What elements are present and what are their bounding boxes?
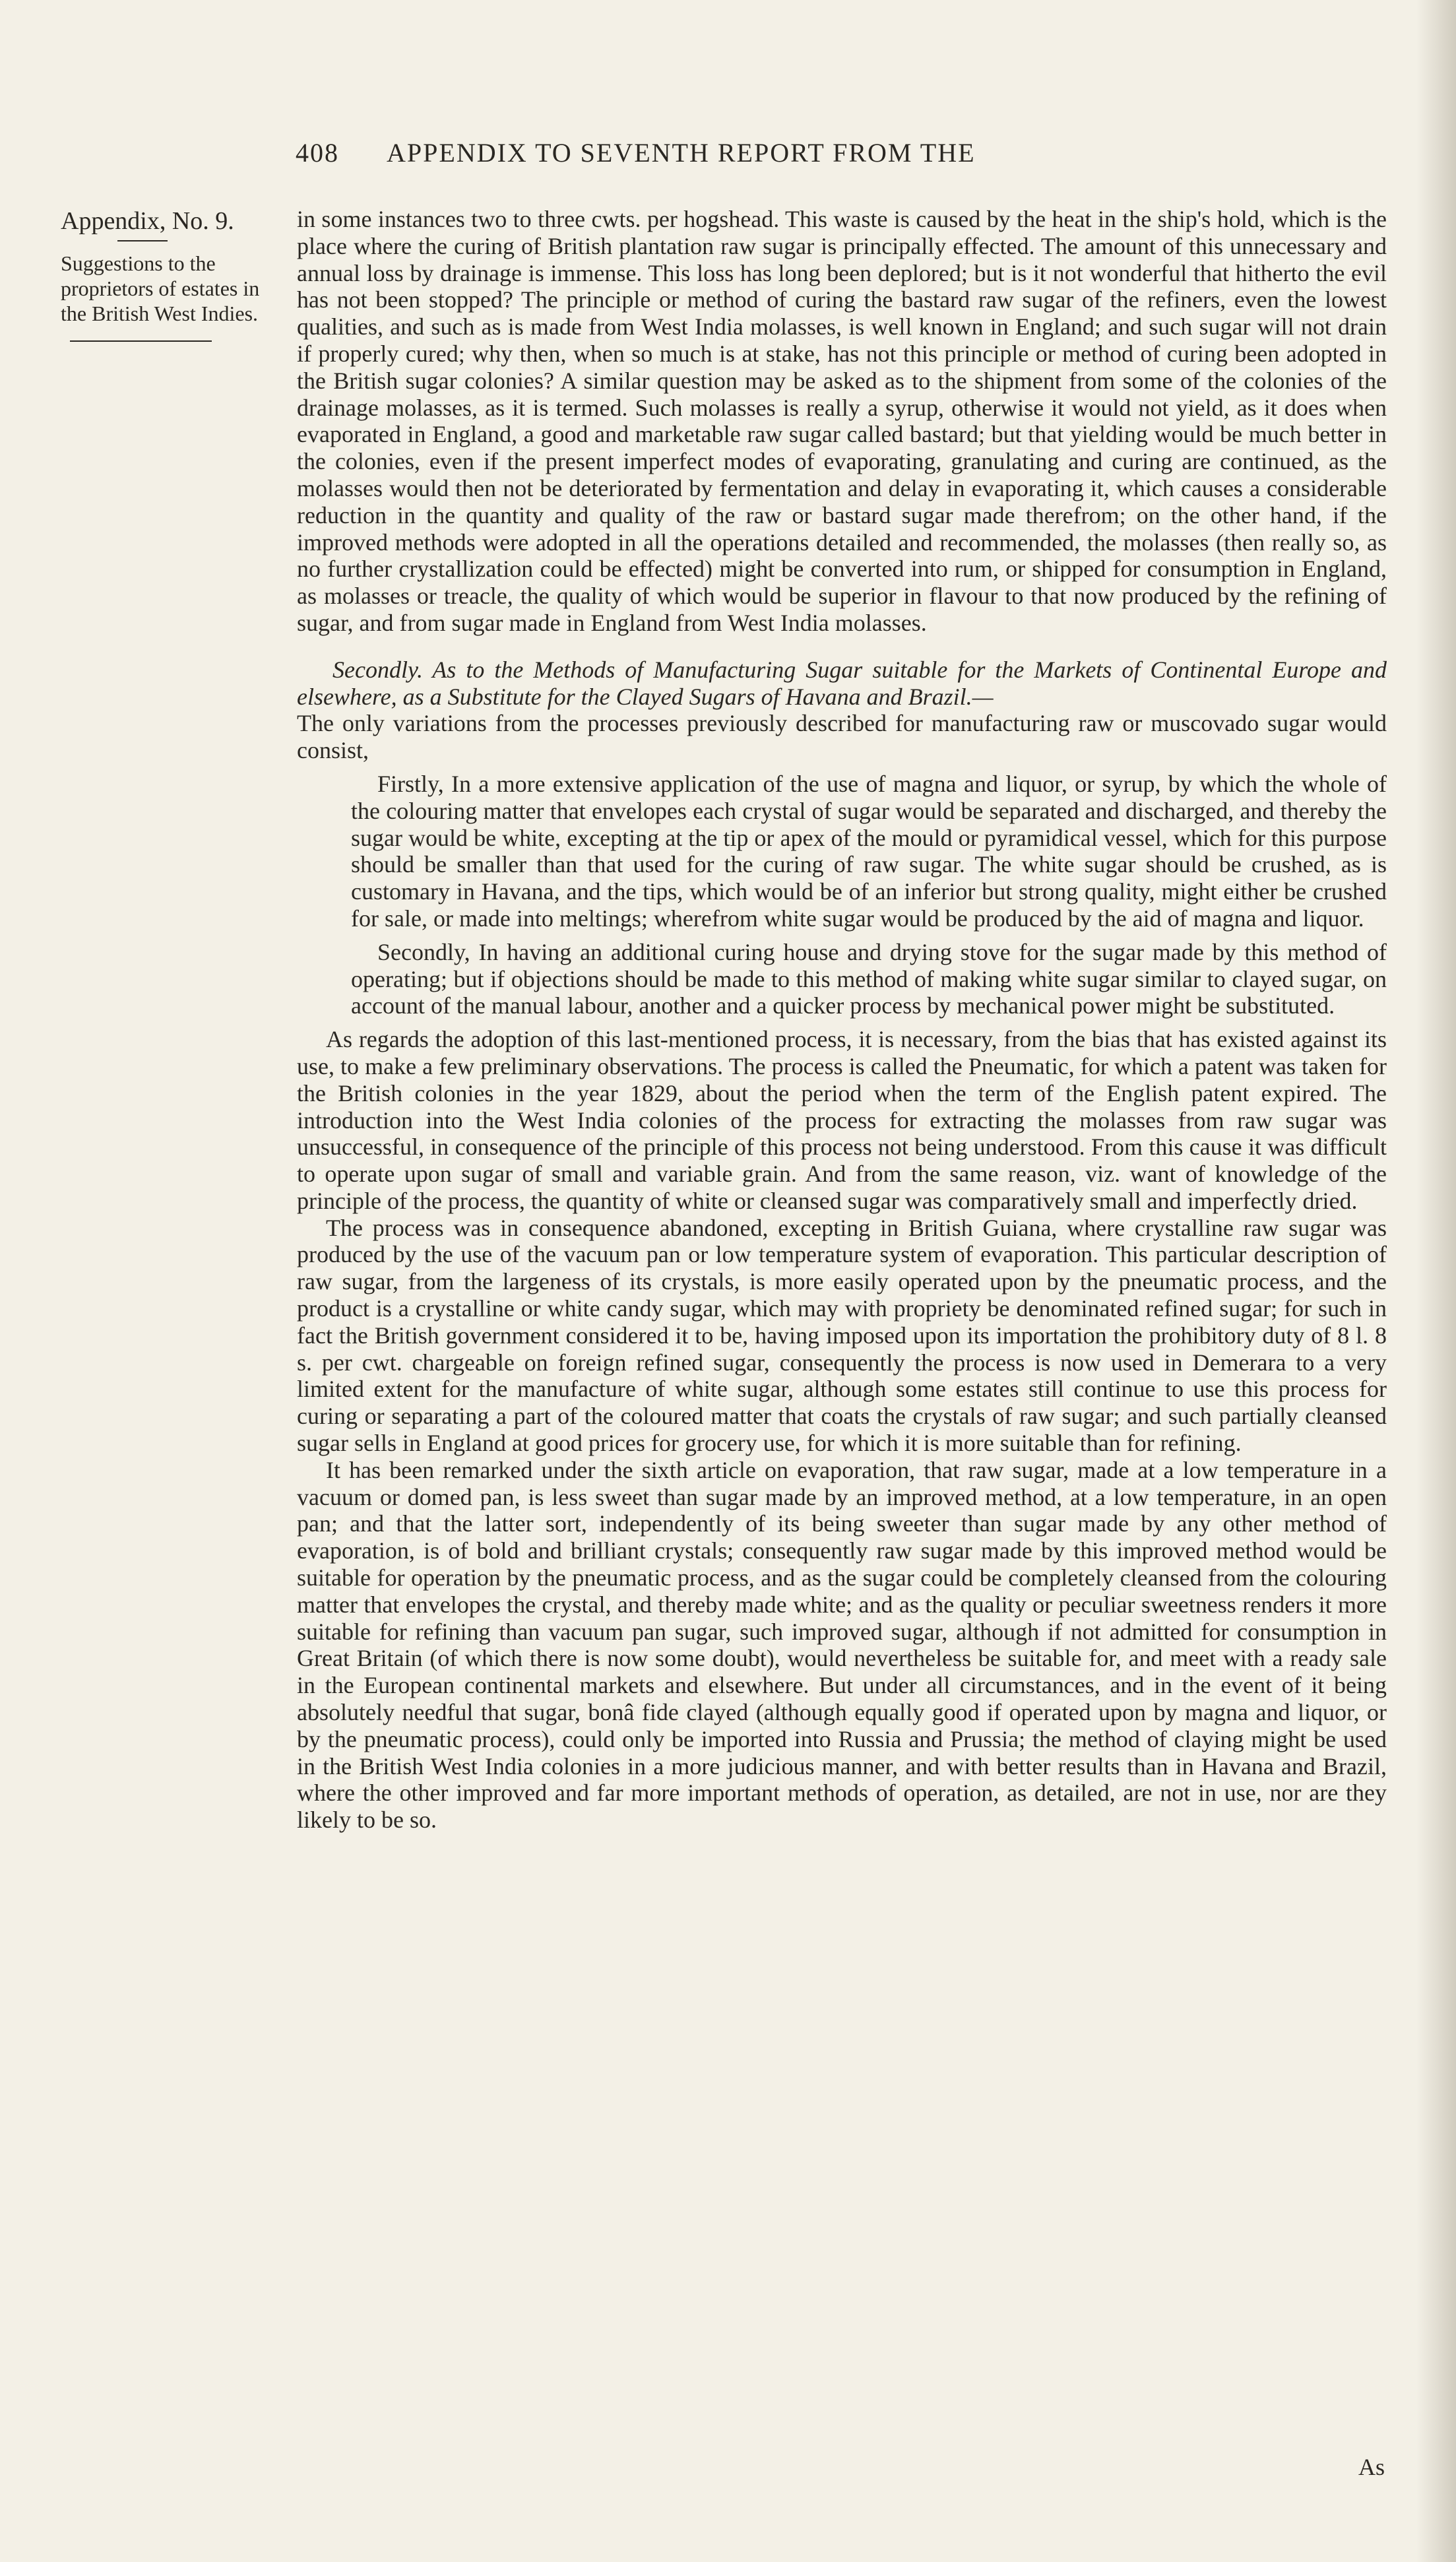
section-heading: Secondly. As to the Methods of Manufacturing Sugar suitable for the Markets of Continental Europe and elsewhere, as a Substitute for the Clayed Sugars of Havana and Brazil.— [297, 656, 1387, 710]
running-header [296, 137, 976, 168]
margin-notes [61, 208, 288, 342]
body-text [297, 206, 1387, 1834]
page-number: 408 [296, 138, 339, 168]
page-edge-shadow [1416, 0, 1456, 2562]
divider-short [117, 240, 168, 241]
running-title: APPENDIX TO SEVENTH REPORT FROM THE [387, 138, 976, 168]
paragraph-guiana: The process was in consequence abandoned, excepting in British Guiana, where crystalline raw sugar was produced by the use of the vacuum pan or low temperature system of evaporation. This particular description of raw sugar, from the largeness of its crystals, is more easily operated upon by the pneumatic process, and the product is a crystalline or white candy sugar, which may with propriety be denominated refined sugar; for such in fact the British government considered it to be, having imposed upon its importation the prohibitory duty of 8 l. 8 s. per cwt. chargeable on foreign refined sugar, consequently the process is now used in Demerara to a very limited extent for the manufacture of white sugar, although some estates still continue to use this process for curing or separating a part of the coloured matter that coats the crystals of raw sugar; and such partially cleansed sugar sells in England at good prices for grocery use, for which it is more suitable than for refining. [297, 1214, 1387, 1457]
paragraph-2 [297, 657, 1387, 764]
paragraph-firstly: Firstly, In a more extensive application of the use of magna and liquor, or syrup, by which the whole of the colouring matter that envelopes each crystal of sugar would be separated and discharged, and thereby the sugar would be white, excepting at the tip or apex of the mould or pyramidical vessel, which for this purpose should be smaller than that used for the curing of raw sugar. The white sugar should be crushed, as is customary in Havana, and the tips, which would be of an inferior but strong quality, might either be crushed for sale, or made into meltings; wherefrom white sugar would be produced by the aid of magna and liquor. [351, 770, 1387, 932]
section-intro: The only variations from the processes previously described for manufacturing raw or muscovado sugar would consist, [297, 710, 1387, 764]
paragraph-evaporation: It has been remarked under the sixth article on evaporation, that raw sugar, made at a low temperature in a vacuum or domed pan, is less sweet than sugar made by an improved method, at a low temperature, in an open pan; and that the latter sort, independently of its being sweeter than sugar made by any other method of evaporation, is of bold and brilliant crystals; consequently raw sugar made by this improved method would be suitable for operation by the pneumatic process, and as the sugar could be completely cleansed from the colouring matter that envelopes the crystal, and thereby made white; and as the quality or peculiar sweetness renders it more suitable for refining than vacuum pan sugar, such improved sugar, although if not admitted for consumption in Great Britain (of which there is now some doubt), would nevertheless be suitable for, and meet with a ready sale in the European continental markets and elsewhere. But under all circumstances, and in the event of it being absolutely needful that sugar, bonâ fide clayed (although equally good if operated upon by magna and liquor, or by the pneumatic process), could only be imported into Russia and Prussia; the method of claying might be used in the British West India colonies in a more judicious manner, and with better results than in Havana and Brazil, where the other improved and far more important methods of operation, as detailed, are not in use, nor are they likely to be so. [297, 1456, 1387, 1834]
divider-long [70, 340, 212, 342]
paragraph-pneumatic: As regards the adoption of this last-mentioned process, it is necessary, from the bias that has existed against its use, to make a few preliminary observations. The process is called the Pneumatic, for which a patent was taken for the British colonies in the year 1829, about the period when the term of the English patent expired. The introduction into the West India colonies of the process for extracting the molasses from raw sugar was unsuccessful, in consequence of the principle of this process not being understood. From this cause it was difficult to operate upon sugar of small and variable grain. And from the same reason, viz. want of knowledge of the principle of the process, the quantity of white or cleansed sugar was comparatively small and imperfectly dried. [297, 1026, 1387, 1214]
paragraph-1: in some instances two to three cwts. per hogshead. This waste is caused by the heat in the ship's hold, which is the place where the curing of British plantation raw sugar is principally effected. The amount of this unnecessary and annual loss by drainage is immense. This loss has long been deplored; but is it not wonderful that hitherto the evil has not been stopped? The principle or method of curing the bastard raw sugar of the refiners, even the lowest qualities, and such as is made from West India molasses, is well known in England; and such sugar will not drain if properly cured; why then, when so much is at stake, has not this principle or method of curing been adopted in the British sugar colonies? A similar question may be asked as to the shipment from some of the colonies of the drainage molasses, as it is termed. Such molasses is really a syrup, otherwise it would not yield, as it does when evaporated in England, a good and marketable raw sugar called bastard; but that yielding would be much better in the colonies, even if the present imperfect modes of evaporating, granulating and curing are continued, as the molasses would then not be deteriorated by fermentation and delay in evaporating it, which causes a considerable reduction in the quantity and quality of the raw or bastard sugar made therefrom; on the other hand, if the improved methods were adopted in all the operations detailed and recommended, the molasses (then really so, as no further crystallization could be effected) might be converted into rum, or shipped for consumption in England, as molasses or treacle, the quality of which would be superior in flavour to that now produced by the refining of sugar, and from sugar made in England from West India molasses. [297, 206, 1387, 636]
margin-note: Suggestions to the proprietors of estates in the British West Indies. [61, 251, 260, 325]
paragraph-secondly: Secondly, In having an additional curing house and drying stove for the sugar made by this method of operating; but if objections should be made to this method of making white sugar similar to clayed sugar, on account of the manual labour, another and a quicker process by mechanical power might be substituted. [351, 938, 1387, 1019]
appendix-label: Appendix, No. 9. [61, 207, 234, 235]
catchword: As [1358, 2454, 1385, 2480]
